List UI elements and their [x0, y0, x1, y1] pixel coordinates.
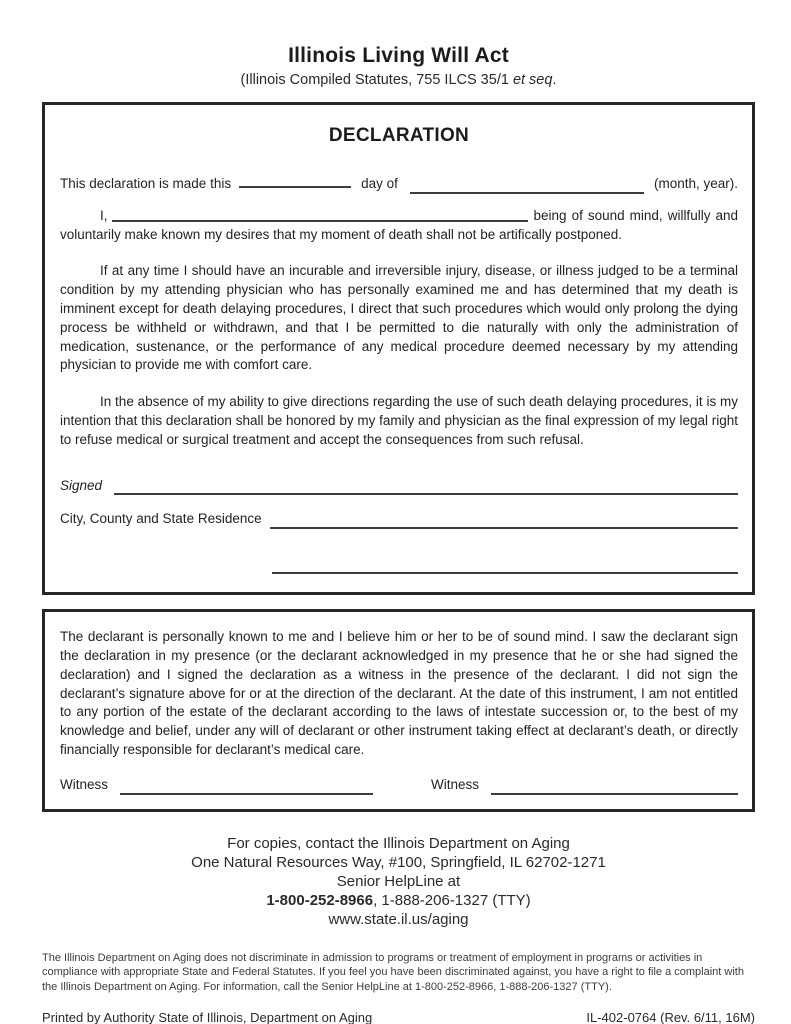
nondiscrimination-disclaimer: The Illinois Department on Aging does not discriminate in admission to programs or treatment of employment in programs or activities in compliance with appropriate State and Federal Statutes. If you feel you have been discriminated against, you have a right to file a complaint with the Illinois Department on Aging. For information, call the Senior HelpLine at 1-800-252-8966, 1-888-206-1327 (TTY).: [42, 951, 744, 994]
document-header: [42, 44, 755, 88]
subtitle-suffix: .: [552, 72, 557, 88]
absence-of-ability-paragraph: In the absence of my ability to give directions regarding the use of such death delaying procedures, it is my intention that this declaration shall be honored by my family and physician as the final expression of my legal right to refuse medical or surgical treatment and accept the consequences from such refusal.: [60, 394, 738, 447]
terminal-condition-paragraph: If at any time I should have an incurable and irreversible injury, disease, or illness judged to be a terminal condition by my attending physician who has personally examined me and has determined that my death is imminent except for death delaying procedures, I direct that such procedures which would only prolong the dying process be withheld or withdrawn, and that I be permitted to die naturally with only the administration of medication, sustenance, or the performance of any medical procedure deemed necessary by my attending physician to provide me with comfort care.: [60, 263, 738, 373]
intro-prefix: I,: [100, 207, 108, 223]
contact-phone-line: [42, 891, 755, 910]
contact-website: www.state.il.us/aging: [328, 911, 469, 929]
declaration-box: [42, 102, 755, 595]
witness-cell-1: [60, 776, 373, 795]
subtitle-prefix: (Illinois Compiled Statutes, 755 ILCS 35/1: [240, 72, 513, 88]
witness-label-1: Witness: [60, 776, 109, 792]
declarant-intro-paragraph: [60, 207, 738, 245]
contact-line-1: For copies, contact the Illinois Department on Aging: [227, 834, 570, 852]
residence-fill-line-2[interactable]: [272, 560, 738, 574]
contact-line-3: Senior HelpLine at: [336, 872, 461, 890]
date-line-day-of: day of: [361, 176, 398, 191]
signature-fill-line[interactable]: [114, 481, 738, 495]
month-year-fill-line[interactable]: [410, 180, 644, 194]
intro-suffix: being of sound mind, willfully and voluntarily make known my desires that my moment of death shall not be artifically postponed.: [60, 207, 738, 242]
date-line-month-year: (month, year).: [653, 176, 738, 191]
declaration-heading: DECLARATION: [328, 125, 470, 146]
declarant-name-fill-line[interactable]: [112, 209, 528, 222]
page-subtitle: [42, 72, 755, 88]
witness-signature-row: [60, 776, 738, 795]
date-line-lead: This declaration is made this: [60, 176, 232, 191]
footer-row: [42, 1010, 755, 1024]
witness-fill-line-1[interactable]: [120, 781, 373, 795]
witness-statement-paragraph: The declarant is personally known to me and I believe him or her to be of sound mind. I saw the declarant sign the declaration in my presence (or the declarant acknowledged in my presence that he or she had signed the declaration) and I signed the declaration as a witness in the presence of the declarant. I did not sign the declarant’s signature above for or at the direction of the declarant. At the date of this instrument, I am not entitled to any portion of the estate of the declarant according to the laws of intestate succession or, to the best of my knowledge and belief, under any will of declarant or other instrument taking effect at declarant’s death, or directly financially responsible for declarant’s medical care.: [60, 629, 738, 757]
residence-row: [60, 510, 738, 529]
contact-phone-tty: , 1-888-206-1327 (TTY): [373, 892, 531, 910]
form-number: IL-402-0764 (Rev. 6/11, 16M): [586, 1009, 755, 1024]
contact-line-2: One Natural Resources Way, #100, Springfield, IL 62702-1271: [191, 853, 606, 871]
page-title: Illinois Living Will Act: [288, 44, 509, 67]
witness-box: [42, 609, 755, 811]
day-fill-line[interactable]: [239, 175, 351, 188]
signed-row: [60, 477, 738, 496]
residence-fill-line[interactable]: [270, 515, 738, 529]
subtitle-italic: et seq: [512, 72, 553, 88]
witness-cell-2: [431, 776, 738, 795]
witness-label-2: Witness: [431, 776, 480, 792]
contact-phone-primary: 1-800-252-8966: [266, 892, 374, 910]
contact-block: [42, 834, 755, 930]
residence-label: City, County and State Residence: [60, 511, 262, 527]
witness-fill-line-2[interactable]: [491, 781, 738, 795]
printed-by-authority-text: Printed by Authority State of Illinois, Department on Aging: [42, 1009, 373, 1024]
date-line: [60, 175, 738, 194]
signed-label: Signed: [60, 477, 103, 493]
